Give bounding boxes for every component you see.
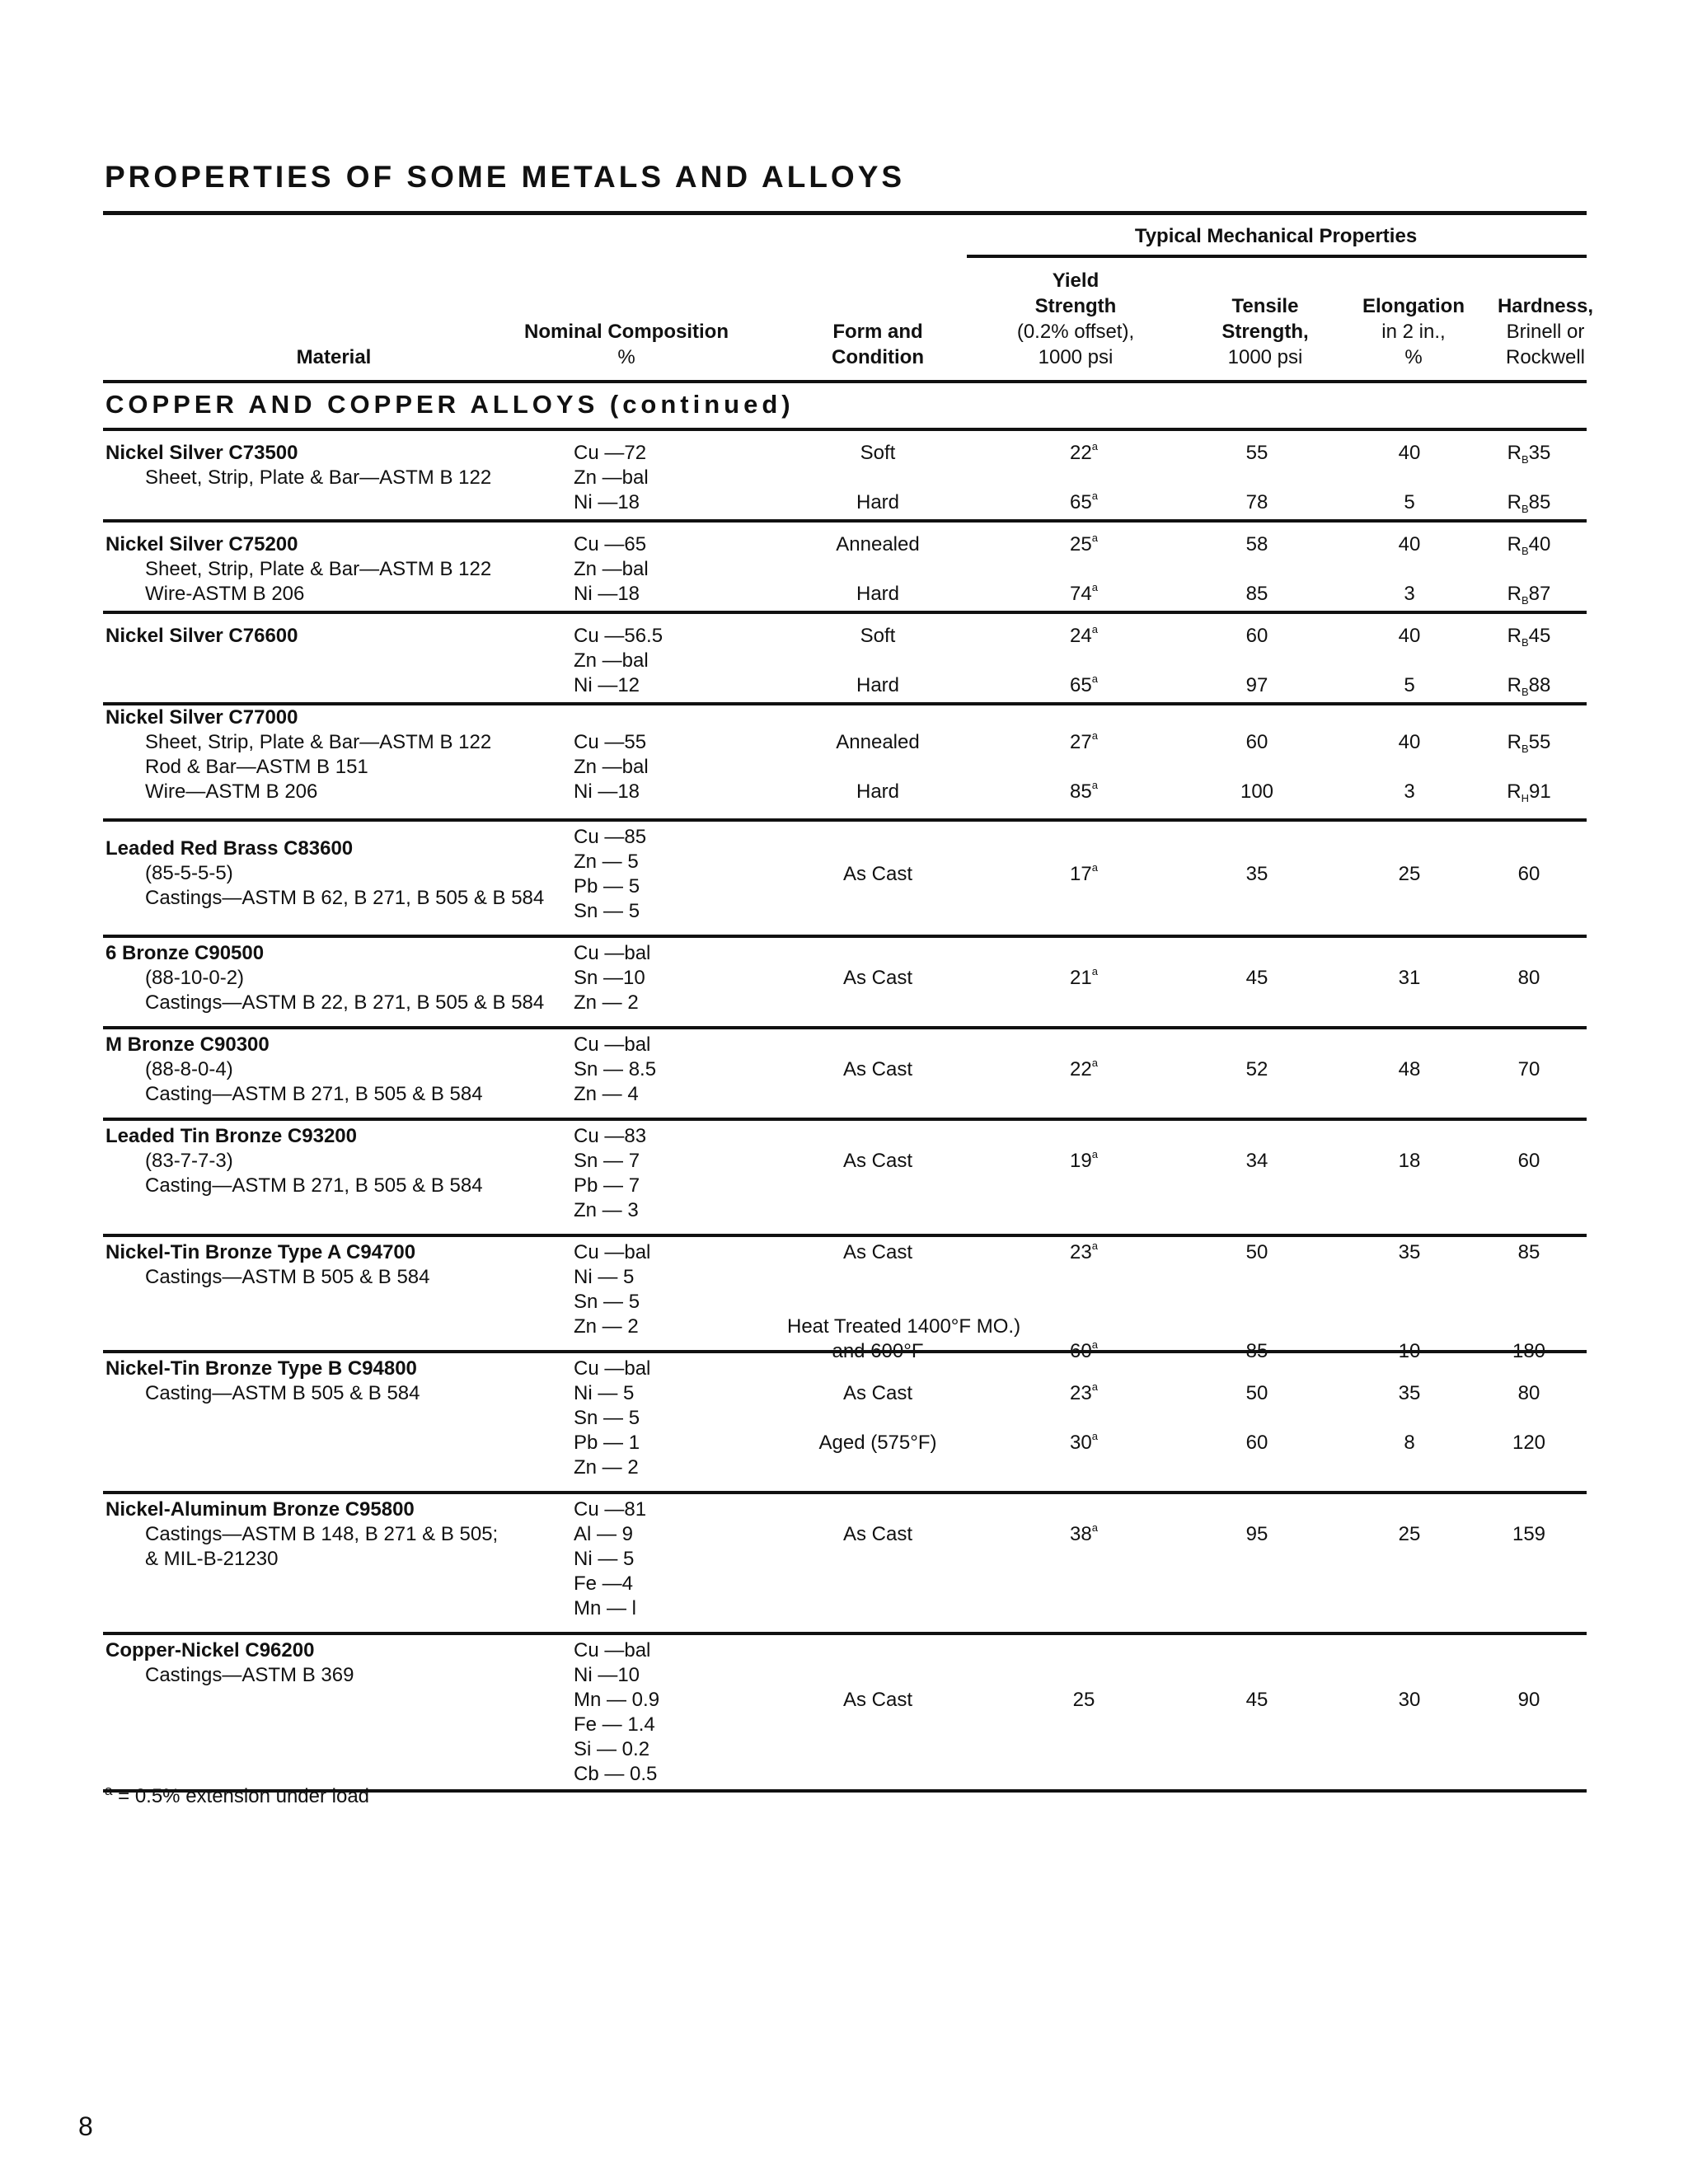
footnote-text: = 0.5% extension under load bbox=[112, 1785, 370, 1807]
yield-value: 65 bbox=[1070, 674, 1092, 696]
material-name: Leaded Red Brass C83600 bbox=[106, 837, 354, 860]
material-cell bbox=[106, 1638, 354, 1688]
hardness-scale-sub: B bbox=[1521, 503, 1529, 515]
hardness bbox=[1496, 1688, 1562, 1713]
composition-line: Cu —bal bbox=[574, 1639, 651, 1661]
footnote-ref: a bbox=[1091, 1380, 1098, 1393]
tensile-strength: 45 bbox=[1245, 1689, 1268, 1711]
footnote bbox=[105, 1785, 369, 1808]
form-condition: Soft bbox=[860, 625, 896, 647]
hardness-scale: R bbox=[1507, 731, 1522, 753]
yield-value: 30 bbox=[1070, 1432, 1092, 1454]
tensile-strength: 60 bbox=[1245, 625, 1268, 647]
composition-line: Fe — 1.4 bbox=[574, 1713, 655, 1736]
tensile-strength: 85 bbox=[1245, 583, 1268, 605]
composition-line: Fe —4 bbox=[574, 1572, 634, 1595]
composition-line: Al — 9 bbox=[574, 1523, 634, 1545]
tensile-strength: 34 bbox=[1245, 1150, 1268, 1172]
yield-strength bbox=[1059, 1057, 1109, 1082]
elongation: 35 bbox=[1398, 1241, 1421, 1263]
composition-line: Cu —56.5 bbox=[574, 625, 663, 647]
composition-line: Sn — 7 bbox=[574, 1150, 640, 1172]
hardness bbox=[1496, 780, 1562, 804]
tensile-strength: 55 bbox=[1245, 442, 1268, 464]
material-cell bbox=[106, 837, 544, 911]
hardness-scale-sub: B bbox=[1521, 545, 1529, 557]
material-name: Nickel-Tin Bronze Type A C94700 bbox=[106, 1241, 416, 1263]
hardness-value: 90 bbox=[1517, 1689, 1540, 1711]
composition-line: Mn — 0.9 bbox=[574, 1689, 660, 1711]
form-condition: Annealed bbox=[836, 731, 920, 753]
composition-line: Zn —bal bbox=[574, 649, 649, 672]
form-condition: As Cast bbox=[842, 1689, 913, 1711]
material-spec: Wire—ASTM B 206 bbox=[145, 780, 318, 803]
yield-value: 22 bbox=[1070, 442, 1092, 464]
hardness-value: 80 bbox=[1517, 1382, 1540, 1404]
form-condition: Annealed bbox=[836, 533, 920, 555]
yield-value: 65 bbox=[1070, 491, 1092, 513]
yield-strength bbox=[1059, 624, 1109, 649]
yield-value: 74 bbox=[1070, 583, 1092, 605]
elongation: 5 bbox=[1404, 491, 1415, 513]
table-row-group bbox=[103, 938, 1587, 1026]
hardness bbox=[1496, 1057, 1562, 1082]
section-heading: COPPER AND COPPER ALLOYS (continued) bbox=[106, 390, 795, 419]
composition-line: Ni —12 bbox=[574, 674, 640, 696]
yield-value: 19 bbox=[1070, 1150, 1092, 1172]
material-spec: Wire-ASTM B 206 bbox=[145, 583, 305, 605]
composition-line: Cu —65 bbox=[574, 533, 647, 555]
material-spec: Castings—ASTM B 505 & B 584 bbox=[145, 1266, 430, 1288]
hardness-scale-sub: B bbox=[1521, 594, 1529, 607]
material-spec: Casting—ASTM B 505 & B 584 bbox=[145, 1382, 420, 1404]
form-condition: As Cast bbox=[842, 1382, 913, 1404]
form-condition: As Cast bbox=[842, 1241, 913, 1263]
material-name: Nickel Silver C77000 bbox=[106, 706, 298, 729]
composition-line: Pb — 5 bbox=[574, 875, 640, 898]
hardness bbox=[1496, 1522, 1562, 1547]
composition-line: Cu —83 bbox=[574, 1125, 647, 1147]
composition-line: Sn — 5 bbox=[574, 1407, 640, 1429]
elongation: 3 bbox=[1404, 780, 1415, 803]
tensile-strength: 52 bbox=[1245, 1058, 1268, 1080]
hardness bbox=[1496, 673, 1562, 698]
hardness-scale: R bbox=[1507, 491, 1522, 513]
material-spec: Sheet, Strip, Plate & Bar—ASTM B 122 bbox=[145, 558, 492, 580]
hardness-scale-sub: B bbox=[1521, 743, 1529, 755]
form-condition-line2: and 600°F bbox=[832, 1340, 924, 1362]
tensile-strength: 95 bbox=[1245, 1523, 1268, 1545]
form-condition: As Cast bbox=[842, 1150, 913, 1172]
material-spec: Sheet, Strip, Plate & Bar—ASTM B 122 bbox=[145, 466, 492, 489]
header-composition: Nominal Composition % bbox=[524, 321, 729, 368]
properties-table bbox=[103, 211, 1594, 1793]
material-cell bbox=[106, 1497, 498, 1572]
composition-line: Ni — 5 bbox=[574, 1548, 635, 1570]
composition-line: Cb — 0.5 bbox=[574, 1763, 658, 1785]
composition-line: Zn — 4 bbox=[574, 1083, 639, 1105]
material-cell bbox=[106, 1357, 420, 1406]
table-row-group bbox=[103, 431, 1587, 519]
footnote-mark: a bbox=[105, 1783, 113, 1798]
hardness-scale: R bbox=[1507, 674, 1522, 696]
elongation: 31 bbox=[1398, 967, 1421, 989]
hardness bbox=[1496, 1381, 1562, 1406]
material-name: Nickel Silver C73500 bbox=[106, 442, 298, 464]
group-rule bbox=[967, 255, 1587, 258]
composition-line: Pb — 1 bbox=[574, 1432, 640, 1454]
hardness-scale: R bbox=[1507, 583, 1522, 605]
elongation: 25 bbox=[1398, 1523, 1421, 1545]
tensile-strength: 50 bbox=[1245, 1241, 1268, 1263]
hardness-scale-sub: B bbox=[1521, 686, 1529, 698]
yield-value: 60 bbox=[1070, 1340, 1092, 1362]
elongation: 30 bbox=[1398, 1689, 1421, 1711]
table-header bbox=[103, 215, 1594, 380]
header-yield: Yield Strength (0.2% offset), 1000 psi bbox=[1016, 269, 1135, 368]
hardness-value: 85 bbox=[1528, 491, 1551, 513]
table-row-group bbox=[103, 705, 1587, 818]
form-condition: Heat Treated 1400°F MO.) bbox=[787, 1315, 1021, 1338]
hardness-value: 40 bbox=[1528, 533, 1551, 555]
composition-line: Ni —10 bbox=[574, 1664, 640, 1686]
composition-line: Sn —10 bbox=[574, 967, 645, 989]
yield-strength bbox=[1059, 1522, 1109, 1547]
hardness-value: 60 bbox=[1517, 863, 1540, 885]
footnote-ref: a bbox=[1091, 1338, 1098, 1351]
typical-mechanical-properties-label: Typical Mechanical Properties bbox=[1134, 225, 1418, 247]
material-spec: & MIL-B-21230 bbox=[145, 1548, 279, 1570]
composition-line: Ni — 5 bbox=[574, 1382, 635, 1404]
composition-line: Cu —bal bbox=[574, 942, 651, 964]
form-condition: As Cast bbox=[842, 1058, 913, 1080]
hardness bbox=[1496, 582, 1562, 607]
elongation: 35 bbox=[1398, 1382, 1421, 1404]
table-row-group bbox=[103, 1494, 1587, 1632]
composition-line: Ni —18 bbox=[574, 780, 640, 803]
hardness-scale: R bbox=[1507, 625, 1522, 647]
form-condition: Aged (575°F) bbox=[818, 1432, 937, 1454]
elongation: 40 bbox=[1398, 625, 1421, 647]
material-name: M Bronze C90300 bbox=[106, 1033, 270, 1056]
tensile-strength: 45 bbox=[1245, 967, 1268, 989]
footnote-ref: a bbox=[1091, 1057, 1098, 1069]
footnote-ref: a bbox=[1091, 532, 1098, 544]
elongation: 48 bbox=[1398, 1058, 1421, 1080]
composition-line: Ni — 5 bbox=[574, 1266, 635, 1288]
yield-strength bbox=[1059, 1149, 1109, 1174]
form-condition: Hard bbox=[856, 491, 900, 513]
material-spec: Castings—ASTM B 369 bbox=[145, 1664, 354, 1686]
hardness-value: 70 bbox=[1517, 1058, 1540, 1080]
material-cell bbox=[106, 441, 491, 490]
composition-line: Cu —bal bbox=[574, 1033, 651, 1056]
yield-value: 25 bbox=[1070, 533, 1092, 555]
composition-line: Zn — 2 bbox=[574, 991, 639, 1014]
hardness bbox=[1496, 1240, 1562, 1265]
yield-strength bbox=[1059, 1431, 1109, 1455]
composition-line: Cu —bal bbox=[574, 1357, 651, 1380]
yield-strength bbox=[1059, 966, 1109, 991]
composition-line: Zn — 5 bbox=[574, 851, 639, 873]
hardness-scale: R bbox=[1507, 780, 1522, 803]
page-number: 8 bbox=[78, 2111, 93, 2141]
form-condition: As Cast bbox=[842, 1523, 913, 1545]
composition-line: Zn — 2 bbox=[574, 1456, 639, 1479]
header-tensile: Tensile Strength, 1000 psi bbox=[1221, 295, 1309, 368]
hardness bbox=[1496, 1149, 1562, 1174]
header-form: Form and Condition bbox=[832, 321, 924, 368]
material-cell bbox=[106, 624, 298, 649]
footnote-ref: a bbox=[1091, 729, 1098, 742]
yield-strength bbox=[1059, 780, 1109, 804]
hardness bbox=[1496, 862, 1562, 887]
elongation: 40 bbox=[1398, 533, 1421, 555]
table-row-group bbox=[103, 1121, 1587, 1234]
footnote-ref: a bbox=[1091, 779, 1098, 791]
elongation: 18 bbox=[1398, 1150, 1421, 1172]
composition-line: Sn — 8.5 bbox=[574, 1058, 657, 1080]
composition-line: Sn — 5 bbox=[574, 900, 640, 922]
footnote-ref: a bbox=[1091, 581, 1098, 593]
material-name: Nickel Silver C75200 bbox=[106, 533, 298, 555]
table-row-group bbox=[103, 822, 1587, 935]
table-row-group bbox=[103, 1353, 1587, 1491]
hardness bbox=[1496, 441, 1562, 466]
material-spec: Casting—ASTM B 271, B 505 & B 584 bbox=[145, 1083, 483, 1105]
elongation: 40 bbox=[1398, 442, 1421, 464]
composition-line: Cu —81 bbox=[574, 1498, 647, 1521]
footnote-ref: a bbox=[1091, 965, 1098, 977]
composition-line: Pb — 7 bbox=[574, 1174, 640, 1197]
tensile-strength: 50 bbox=[1245, 1382, 1268, 1404]
hardness-scale-sub: B bbox=[1521, 636, 1529, 649]
material-spec: Castings—ASTM B 148, B 271 & B 505; bbox=[145, 1523, 499, 1545]
yield-strength bbox=[1059, 730, 1109, 755]
yield-strength bbox=[1059, 490, 1109, 515]
material-spec: Castings—ASTM B 62, B 271, B 505 & B 584 bbox=[145, 887, 545, 909]
yield-strength bbox=[1059, 441, 1109, 466]
table-row-group bbox=[103, 523, 1587, 611]
composition-line: Zn —bal bbox=[574, 756, 649, 778]
yield-value: 25 bbox=[1072, 1689, 1095, 1711]
elongation: 10 bbox=[1398, 1340, 1421, 1362]
hardness bbox=[1496, 730, 1562, 755]
header-hardness: Hardness, Brinell or Rockwell bbox=[1497, 295, 1594, 368]
material-name: Copper-Nickel C96200 bbox=[106, 1639, 315, 1661]
elongation: 25 bbox=[1398, 863, 1421, 885]
material-spec: Sheet, Strip, Plate & Bar—ASTM B 122 bbox=[145, 731, 492, 753]
yield-strength bbox=[1059, 1688, 1109, 1713]
footnote-ref: a bbox=[1091, 861, 1098, 874]
material-name: Nickel Silver C76600 bbox=[106, 625, 298, 647]
tensile-strength: 78 bbox=[1245, 491, 1268, 513]
hardness-scale-sub: H bbox=[1521, 792, 1530, 804]
table-row-group bbox=[103, 1237, 1587, 1362]
yield-value: 17 bbox=[1070, 863, 1092, 885]
hardness bbox=[1496, 532, 1562, 557]
elongation: 3 bbox=[1404, 583, 1415, 605]
tensile-strength: 60 bbox=[1245, 731, 1268, 753]
composition-line: Zn — 3 bbox=[574, 1199, 639, 1221]
material-name: Nickel-Tin Bronze Type B C94800 bbox=[106, 1357, 417, 1380]
footnote-ref: a bbox=[1091, 440, 1098, 452]
hardness-value: 60 bbox=[1517, 1150, 1540, 1172]
yield-value: 24 bbox=[1070, 625, 1092, 647]
table-body bbox=[103, 431, 1587, 1793]
form-condition: Hard bbox=[856, 780, 900, 803]
table-row-group bbox=[103, 614, 1587, 702]
footnote-ref: a bbox=[1091, 1240, 1098, 1252]
form-condition: As Cast bbox=[842, 967, 913, 989]
composition-line: Cu —72 bbox=[574, 442, 647, 464]
tensile-strength: 60 bbox=[1245, 1432, 1268, 1454]
form-condition: Soft bbox=[860, 442, 896, 464]
table-row-group bbox=[103, 1029, 1587, 1118]
material-spec: (88-10-0-2) bbox=[145, 967, 245, 989]
elongation: 5 bbox=[1404, 674, 1415, 696]
hardness-scale: R bbox=[1507, 442, 1522, 464]
material-spec: (85-5-5-5) bbox=[145, 862, 233, 884]
hardness-value: 45 bbox=[1528, 625, 1551, 647]
footnote-ref: a bbox=[1091, 1148, 1098, 1160]
composition-line: Zn — 2 bbox=[574, 1315, 639, 1338]
material-name: 6 Bronze C90500 bbox=[106, 942, 265, 964]
hardness-value: 55 bbox=[1528, 731, 1551, 753]
header-elongation: Elongation in 2 in., % bbox=[1362, 295, 1465, 368]
yield-strength bbox=[1059, 673, 1109, 698]
material-spec: Casting—ASTM B 271, B 505 & B 584 bbox=[145, 1174, 483, 1197]
yield-strength bbox=[1059, 862, 1109, 887]
tensile-strength: 97 bbox=[1245, 674, 1268, 696]
composition-line: Ni —18 bbox=[574, 491, 640, 513]
hardness-value: 120 bbox=[1512, 1432, 1546, 1454]
form-condition: As Cast bbox=[842, 863, 913, 885]
yield-value: 23 bbox=[1070, 1382, 1092, 1404]
material-cell bbox=[106, 705, 491, 804]
hardness-value: 80 bbox=[1517, 967, 1540, 989]
material-cell bbox=[106, 941, 544, 1015]
table-row-group bbox=[103, 1635, 1587, 1789]
yield-strength bbox=[1059, 582, 1109, 607]
tensile-strength: 35 bbox=[1245, 863, 1268, 885]
composition-line: Zn —bal bbox=[574, 558, 649, 580]
hardness-value: 91 bbox=[1529, 780, 1551, 803]
yield-value: 23 bbox=[1070, 1241, 1092, 1263]
form-condition: Hard bbox=[856, 583, 900, 605]
hardness bbox=[1496, 966, 1562, 991]
hardness-value: 85 bbox=[1517, 1241, 1540, 1263]
yield-value: 27 bbox=[1070, 731, 1092, 753]
material-name: Nickel-Aluminum Bronze C95800 bbox=[106, 1498, 415, 1521]
hardness bbox=[1496, 1431, 1562, 1455]
composition-line: Sn — 5 bbox=[574, 1291, 640, 1313]
material-spec: Castings—ASTM B 22, B 271, B 505 & B 584 bbox=[145, 991, 545, 1014]
tensile-strength: 85 bbox=[1245, 1340, 1268, 1362]
hardness-value: 87 bbox=[1528, 583, 1551, 605]
header-material: Material bbox=[296, 346, 372, 368]
hardness-value: 159 bbox=[1512, 1523, 1546, 1545]
composition-line: Ni —18 bbox=[574, 583, 640, 605]
hardness-scale-sub: B bbox=[1521, 453, 1529, 466]
footnote-ref: a bbox=[1091, 1430, 1098, 1442]
hardness bbox=[1496, 624, 1562, 649]
page-title: PROPERTIES OF SOME METALS AND ALLOYS bbox=[105, 160, 906, 194]
tensile-strength: 100 bbox=[1240, 780, 1274, 803]
material-cell bbox=[106, 1124, 483, 1198]
elongation: 8 bbox=[1404, 1432, 1415, 1454]
footnote-ref: a bbox=[1091, 623, 1098, 635]
material-cell bbox=[106, 1240, 430, 1290]
footnote-ref: a bbox=[1091, 1521, 1098, 1534]
footnote-ref: a bbox=[1091, 490, 1098, 502]
composition-line: Cu —55 bbox=[574, 731, 647, 753]
material-spec: (83-7-7-3) bbox=[145, 1150, 233, 1172]
yield-value: 21 bbox=[1070, 967, 1092, 989]
yield-value: 22 bbox=[1070, 1058, 1092, 1080]
composition-line: Si — 0.2 bbox=[574, 1738, 650, 1760]
yield-strength bbox=[1059, 1240, 1109, 1265]
material-spec: Rod & Bar—ASTM B 151 bbox=[145, 756, 368, 778]
yield-value: 85 bbox=[1070, 780, 1092, 803]
composition-line: Cu —85 bbox=[574, 826, 647, 848]
material-cell bbox=[106, 532, 491, 607]
composition-line: Mn — l bbox=[574, 1597, 637, 1619]
composition-line: Zn —bal bbox=[574, 466, 649, 489]
tensile-strength: 58 bbox=[1245, 533, 1268, 555]
footnote-ref: a bbox=[1091, 673, 1098, 685]
yield-strength bbox=[1059, 1381, 1109, 1406]
elongation: 40 bbox=[1398, 731, 1421, 753]
form-condition: Hard bbox=[856, 674, 900, 696]
hardness-value: 88 bbox=[1528, 674, 1551, 696]
yield-strength bbox=[1059, 532, 1109, 557]
material-cell bbox=[106, 1033, 483, 1107]
material-spec: (88-8-0-4) bbox=[145, 1058, 233, 1080]
hardness-scale: R bbox=[1507, 533, 1522, 555]
composition-line: Cu —bal bbox=[574, 1241, 651, 1263]
hardness bbox=[1496, 490, 1562, 515]
hardness-value: 180 bbox=[1512, 1340, 1546, 1362]
material-name: Leaded Tin Bronze C93200 bbox=[106, 1125, 357, 1147]
hardness-value: 35 bbox=[1528, 442, 1551, 464]
yield-value: 38 bbox=[1070, 1523, 1092, 1545]
